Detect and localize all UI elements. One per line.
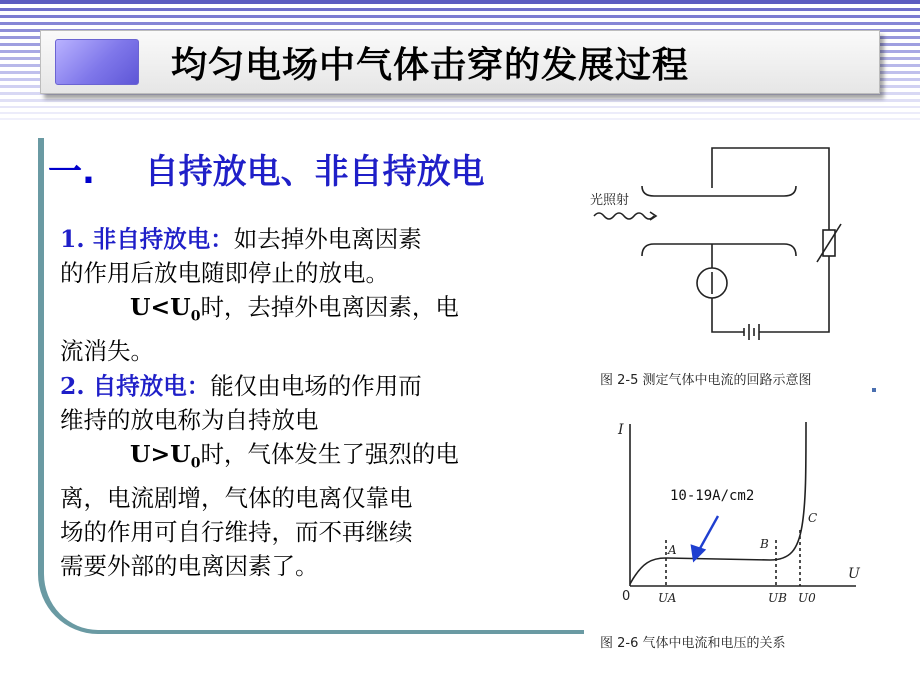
point-a-label: A — [668, 543, 677, 557]
circuit-bottom-wire — [712, 298, 744, 332]
lower-electrode — [642, 244, 796, 256]
section-number: 一. — [48, 152, 95, 192]
tick-u0-label: U0 — [798, 591, 816, 605]
item1-cond-rest: 时，去掉外电离因素，电 — [200, 293, 459, 322]
item1-condition-end: 流消失。 — [60, 337, 154, 366]
light-wave — [594, 213, 654, 219]
item2-condition-b: 离，电流剧增，气体的电离仅靠电 — [60, 483, 413, 512]
item1-cond-u: U<U — [130, 293, 191, 322]
decor-dot — [872, 388, 876, 392]
x-axis-label: U — [848, 566, 860, 582]
page-title: 均匀电场中气体击穿的发展过程 — [171, 45, 690, 86]
y-axis-label: I — [618, 422, 624, 438]
tick-ub-label: UB — [768, 591, 787, 605]
origin-label: 0 — [622, 589, 631, 604]
item1-label: 1. 非自持放电： — [60, 225, 234, 253]
title-bar — [40, 30, 880, 94]
point-b-label: B — [760, 537, 769, 551]
item1-line2: 的作用后放电随即停止的放电。 — [60, 259, 389, 288]
item2-condition — [60, 437, 560, 481]
item2-text-a: 能仅由电场的作用而 — [210, 371, 422, 400]
item2-line2: 维持的放电称为自持放电 — [60, 405, 319, 434]
point-c-label: C — [808, 511, 818, 525]
circuit-top-wire — [712, 148, 829, 230]
item1-condition — [60, 290, 560, 334]
annotation-label: 10-19A/cm2 — [670, 488, 755, 504]
section-heading — [48, 144, 485, 193]
figure2-caption: 图 2-6 气体中电流和电压的关系 — [600, 636, 786, 651]
item2-condition-d: 需要外部的电离因素了。 — [60, 552, 319, 581]
annotation-arrow — [698, 516, 718, 552]
light-label: 光照射 — [590, 193, 630, 208]
title-accent-square — [55, 39, 139, 85]
figure1-caption: 图 2-5 测定气体中电流的回路示意图 — [600, 373, 812, 388]
item2-cond-sub: 0 — [190, 455, 201, 472]
item2-cond-u: U>U — [130, 439, 191, 468]
item1-text-a: 如去掉外电离因素 — [233, 225, 422, 253]
tick-ua-label: UA — [658, 591, 677, 605]
item1-cond-sub: 0 — [190, 309, 201, 326]
item1-line1 — [60, 222, 560, 256]
section-title: 自持放电、非自持放电 — [144, 152, 485, 192]
upper-electrode — [642, 186, 796, 196]
item2-label: 2. 自持放电： — [60, 371, 211, 400]
iu-curve-chart — [600, 410, 880, 610]
item2-line1 — [60, 369, 560, 403]
circuit-right-wire — [759, 256, 829, 332]
body-text — [60, 222, 560, 583]
item2-condition-c: 场的作用可自行维持，而不再继续 — [60, 518, 413, 546]
circuit-diagram — [584, 138, 884, 358]
item2-cond-rest: 时，气体发生了强烈的电 — [200, 439, 459, 468]
